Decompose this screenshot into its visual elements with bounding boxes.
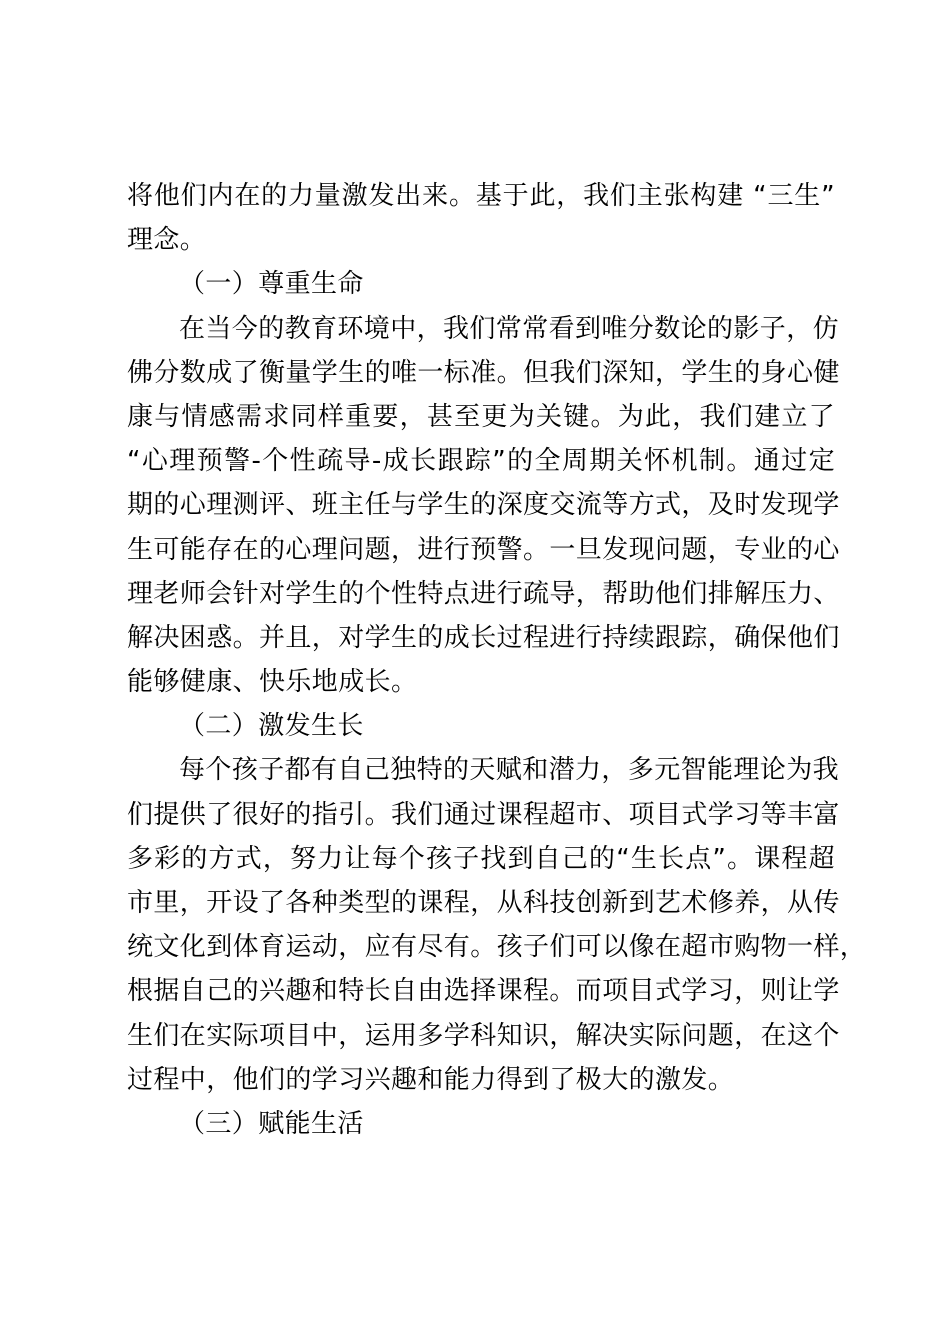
paragraph-line: 期的心理测评、班主任与学生的深度交流等方式，及时发现学 xyxy=(127,490,840,521)
paragraph-line: 将他们内在的力量激发出来。基于此，我们主张构建 “三生” xyxy=(127,181,835,211)
paragraph-line: 统文化到体育运动，应有尽有。孩子们可以像在超市购物一样， xyxy=(127,932,867,963)
paragraph-line: 们提供了很好的指引。我们通过课程超市、项目式学习等丰富 xyxy=(127,799,840,830)
paragraph-line: 佛分数成了衡量学生的唯一标准。但我们深知，学生的身心健 xyxy=(127,357,840,388)
paragraph-line: 过程中，他们的学习兴趣和能力得到了极大的激发。 xyxy=(127,1064,735,1095)
document-body xyxy=(127,174,867,1146)
paragraph-line: 生们在实际项目中，运用多学科知识，解决实际问题，在这个 xyxy=(127,1020,840,1051)
paragraph-line: 理老师会针对学生的个性特点进行疏导，帮助他们排解压力、 xyxy=(127,578,840,609)
paragraph-line: 解决困惑。并且，对学生的成长过程进行持续跟踪，确保他们 xyxy=(127,622,840,653)
paragraph-line: 多彩的方式，努力让每个孩子找到自己的“生长点”。课程超 xyxy=(127,843,835,874)
section-heading-respect-life: （一）尊重生命 xyxy=(179,269,364,300)
paragraph-line: 根据自己的兴趣和特长自由选择课程。而项目式学习，则让学 xyxy=(127,976,840,1007)
paragraph-line: 康与情感需求同样重要，甚至更为关键。为此，我们建立了 xyxy=(127,401,835,432)
paragraph-line: 在当今的教育环境中，我们常常看到唯分数论的影子，仿 xyxy=(179,313,840,344)
paragraph-line: 理念。 xyxy=(127,225,207,256)
section-heading-empower-life: （三）赋能生活 xyxy=(179,1108,364,1139)
paragraph-line: “心理预警-个性疏导-成长跟踪”的全周期关怀机制。通过定 xyxy=(127,446,835,477)
paragraph-line: 每个孩子都有自己独特的天赋和潜力，多元智能理论为我 xyxy=(179,755,840,786)
paragraph-line: 生可能存在的心理问题，进行预警。一旦发现问题，专业的心 xyxy=(127,534,840,565)
paragraph-line: 能够健康、快乐地成长。 xyxy=(127,667,418,698)
paragraph-line: 市里，开设了各种类型的课程，从科技创新到艺术修养，从传 xyxy=(127,888,840,918)
section-heading-inspire-growth: （二）激发生长 xyxy=(179,711,364,742)
